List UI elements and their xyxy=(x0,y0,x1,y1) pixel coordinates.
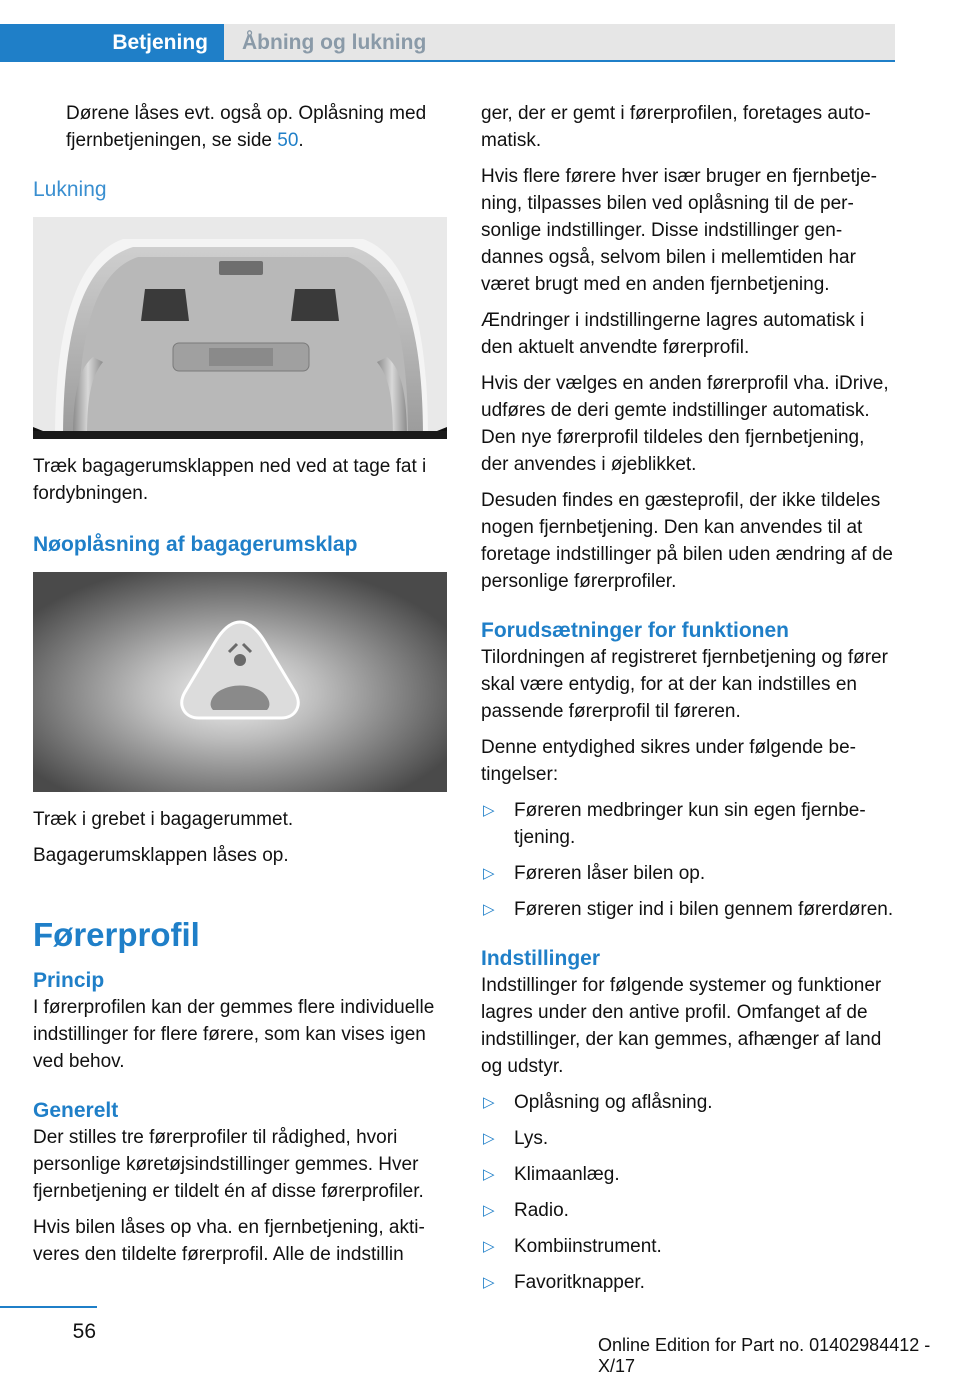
lukning-text: Træk bagagerumsklappen ned ved at tage fat i fordybningen. xyxy=(33,456,427,504)
footer-divider xyxy=(0,1306,97,1308)
triangle-bullet-icon: ▷ xyxy=(483,865,495,882)
right-para-2: Hvis flere førere hver især bruger en fjernbetjening, tilpasses bilen ved oplåsning til de personlige indstillinger. Disse indstillinger gendannes også, selvom bilen i mellemtiden har været brugt med en anden fjernbetjening. xyxy=(481,166,877,295)
right-para-5: Desuden findes en gæsteprofil, der ikke tildeles nogen fjernbetjening. Den kan anvendes til at foretage indstillinger på bilen uden ændring af de personlige førerprofiler. xyxy=(481,490,893,592)
heading-noedoplaasning: Nøoplåsning af bagagerumsklap xyxy=(33,533,358,556)
generelt-text-2: Hvis bilen låses op vha. en fjernbetjening, aktiveres den tildelte førerprofil. Alle de indstillin xyxy=(33,1217,425,1265)
nood-text-2: Bagagerumsklappen låses op. xyxy=(33,845,289,866)
list-item: ▷ Radio. xyxy=(481,1197,895,1224)
right-para-3: Ændringer i indstillingerne lagres automatisk i den aktuelt anvendte førerprofil. xyxy=(481,310,865,358)
heading-princip: Princip xyxy=(33,969,105,992)
indst-text: Indstillinger for følgende systemer og funktioner lagres under den antive profil. Omfanget af de indstillinger, der kan gemmes, afhænger af land og udstyr. xyxy=(481,975,882,1077)
triangle-bullet-icon: ▷ xyxy=(483,1094,495,1111)
page-link-50[interactable]: 50 xyxy=(277,130,299,151)
triangle-bullet-icon: ▷ xyxy=(483,1274,495,1291)
right-para-4: Hvis der vælges en anden førerprofil vha. iDrive, udføres de deri gemte indstillinger automatisk. Den nye førerprofil tildeles den fjernbetjening, der anvendes i øjeblikket. xyxy=(481,373,889,475)
left-column xyxy=(33,100,447,1268)
list-item: ▷ Føreren medbringer kun sin egen fjernbetjening. xyxy=(481,797,895,851)
triangle-bullet-icon: ▷ xyxy=(483,901,495,918)
list-item: ▷ Klimaanlæg. xyxy=(481,1161,895,1188)
heading-indstillinger: Indstillinger xyxy=(481,947,601,970)
foruds-text-1: Tilordningen af registreret fjernbetjening og fører skal være entydig, for at der kan indstilles en passende førerprofil til føreren. xyxy=(481,647,888,722)
emergency-release-image xyxy=(33,572,447,792)
nood-text-1: Træk i grebet i bagagerummet. xyxy=(33,809,294,830)
triangle-bullet-icon: ▷ xyxy=(483,1166,495,1183)
triangle-bullet-icon: ▷ xyxy=(483,1202,495,1219)
triangle-bullet-icon: ▷ xyxy=(483,1130,495,1147)
list-item: ▷ Føreren stiger ind i bilen gennem førerdøren. xyxy=(481,896,895,923)
heading-lukning: Lukning xyxy=(33,178,107,201)
heading-forudsaetninger: Forudsætninger for funktionen xyxy=(481,619,789,642)
right-para-1: ger, der er gemt i førerprofilen, foretages automatisk. xyxy=(481,103,871,151)
foruds-text-2: Denne entydighed sikres under følgende betingelser: xyxy=(481,737,856,785)
trunk-lid-image xyxy=(33,217,447,439)
tab-betjening[interactable]: Betjening xyxy=(0,24,224,62)
heading-generelt: Generelt xyxy=(33,1099,119,1122)
list-item: ▷ Kombiinstrument. xyxy=(481,1233,895,1260)
list-item: ▷ Lys. xyxy=(481,1125,895,1152)
list-item: ▷ Føreren låser bilen op. xyxy=(481,860,895,887)
page-number: 56 xyxy=(72,1320,96,1343)
edition-footer: Online Edition for Part no. 01402984412 - X/17 xyxy=(598,1335,931,1376)
list-item: ▷ Oplåsning og aflåsning. xyxy=(481,1089,895,1116)
intro-line-1: Dørene låses evt. også op. Oplåsning med xyxy=(66,103,427,124)
list-item: ▷ Favoritknapper. xyxy=(481,1269,895,1296)
header-divider xyxy=(224,60,895,62)
princip-text: I førerprofilen kan der gemmes flere individuelle indstillinger for flere førere, som kan vises igen ved behov. xyxy=(33,997,435,1072)
intro-line-2: fjernbetjeningen, se side 50. xyxy=(66,130,304,151)
generelt-text-1: Der stilles tre førerprofiler til rådighed, hvori personlige køretøjsindstillinger gemmes. Hver fjernbetjening er tildelt én af disse førerprofiler. xyxy=(33,1127,424,1202)
triangle-bullet-icon: ▷ xyxy=(483,802,495,819)
tab-abning-og-lukning[interactable]: Åbning og lukning xyxy=(224,24,895,62)
triangle-bullet-icon: ▷ xyxy=(483,1238,495,1255)
heading-forerprofil: Førerprofil xyxy=(33,916,200,953)
right-column xyxy=(481,100,895,1296)
